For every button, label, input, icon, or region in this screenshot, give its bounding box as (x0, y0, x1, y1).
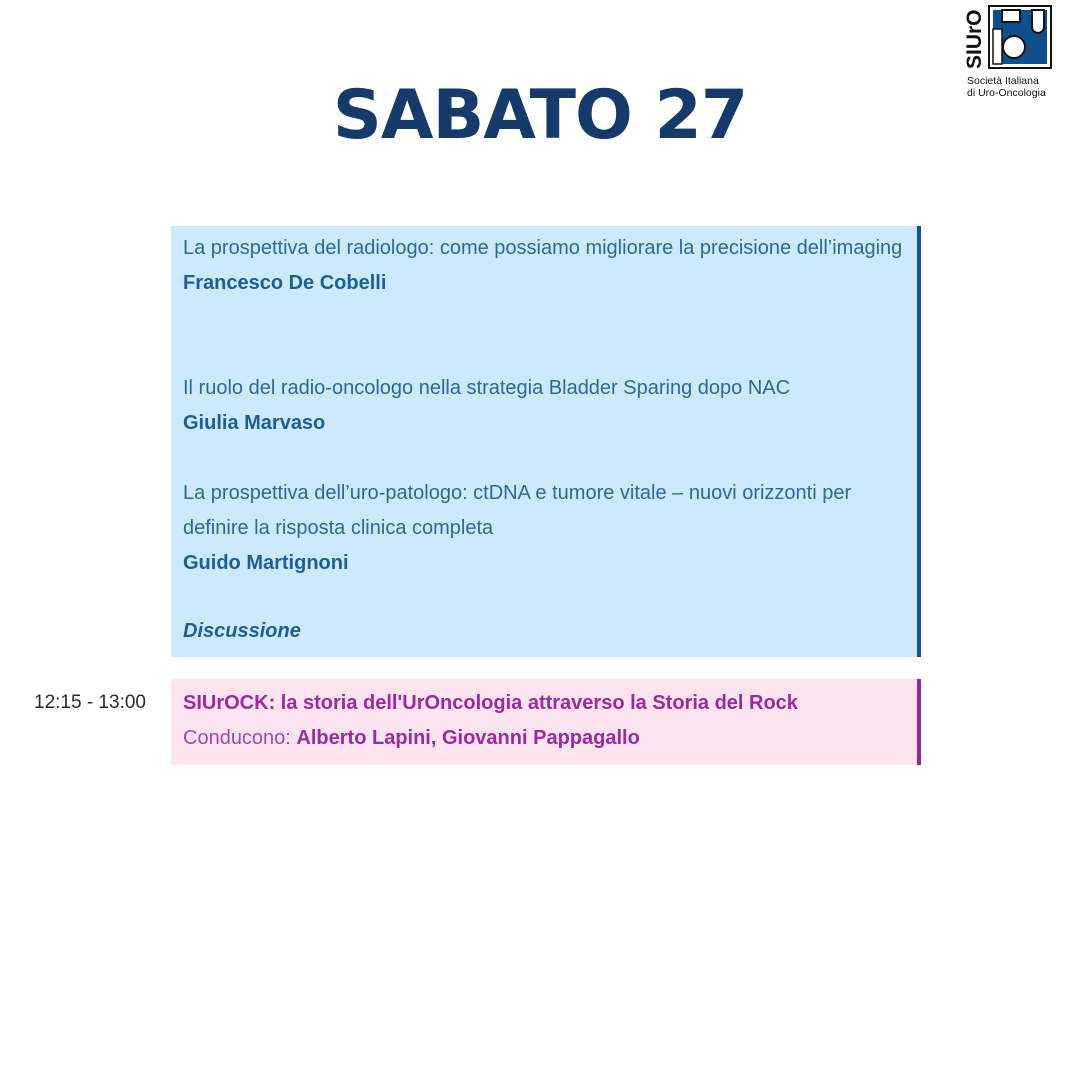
hosts-label: Conducono: (183, 727, 297, 749)
talk-speaker: Guido Martignoni (183, 552, 349, 574)
talk-item (183, 476, 908, 581)
rock-session-hosts (183, 721, 640, 755)
talk-item (183, 371, 908, 441)
logo-caption (967, 75, 1062, 99)
talk-speaker: Francesco De Cobelli (183, 272, 387, 294)
talk-item (183, 231, 908, 301)
discussion-label: Discussione (183, 620, 301, 642)
talk-speaker: Giulia Marvaso (183, 412, 326, 434)
talk-title: La prospettiva dell’uro-patologo: ctDNA e tumore vitale – nuovi orizzonti per definire la risposta clinica completa (183, 482, 852, 539)
session-time: 12:15 - 13:00 (34, 692, 146, 713)
siuro-logo-icon (962, 5, 1056, 71)
logo-caption-line1: Società Italiana (967, 75, 1039, 87)
svg-text:SIUrO: SIUrO (963, 9, 986, 69)
rock-session-title: SIUrOCK: la storia dell'UrOncologia attraverso la Storia del Rock (183, 692, 798, 714)
talk-title: La prospettiva del radiologo: come possiamo migliorare la precisione dell’imaging (183, 237, 903, 259)
rock-session-block (171, 679, 921, 765)
hosts-names: Alberto Lapini, Giovanni Pappagallo (296, 727, 640, 749)
talk-title: Il ruolo del radio-oncologo nella strategia Bladder Sparing dopo NAC (183, 377, 791, 399)
session-block (171, 226, 921, 657)
page-title: SABATO 27 (332, 75, 748, 155)
siuro-logo (962, 5, 1058, 101)
logo-caption-line2: di Uro-Oncologia (967, 87, 1046, 99)
